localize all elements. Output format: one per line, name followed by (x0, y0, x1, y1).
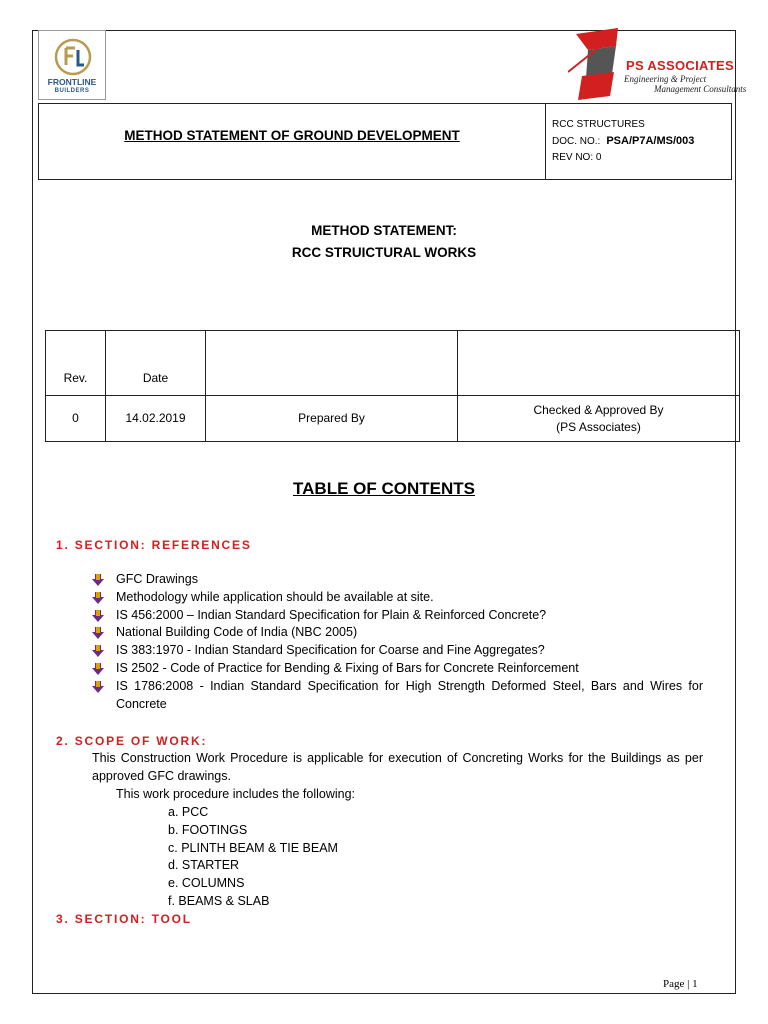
prepared-header (206, 331, 458, 396)
reference-item: GFC Drawings (92, 571, 703, 589)
frontline-name: FRONTLINE (47, 77, 97, 87)
rev-value: 0 (46, 396, 106, 442)
revision-table (45, 330, 740, 442)
arrow-down-bullet-icon (92, 574, 104, 586)
scope-items-list (168, 804, 338, 911)
frontline-logo (38, 30, 106, 100)
scope-item: e. COLUMNS (168, 876, 245, 891)
arrow-down-bullet-icon (92, 681, 104, 693)
section-references-heading: 1. SECTION: REFERENCES (56, 538, 252, 552)
reference-item: National Building Code of India (NBC 2005) (92, 624, 703, 642)
rev-header: Rev. (46, 331, 106, 396)
revision-header-row (46, 331, 740, 396)
scope-item: d. STARTER (168, 858, 240, 873)
frontline-sub: BUILDERS (54, 88, 90, 94)
scope-item: f. BEAMS & SLAB (168, 893, 270, 908)
revision-row (46, 396, 740, 442)
header-meta (552, 117, 694, 166)
checked-approved-by (458, 396, 740, 442)
doc-number-row (552, 133, 694, 150)
date-header: Date (106, 331, 206, 396)
ps-associates-tagline (624, 74, 746, 94)
section-tool-heading: 3. SECTION: TOOL (56, 912, 192, 926)
main-title-line2: RCC STRUICTURAL WORKS (291, 245, 477, 260)
checked-line1: Checked & Approved By (533, 402, 664, 417)
arrow-down-bullet-icon (92, 645, 104, 657)
section-scope-heading: 2. SCOPE OF WORK: (56, 734, 208, 748)
checked-header (458, 331, 740, 396)
arrow-down-bullet-icon (92, 610, 104, 622)
frontline-emblem-icon (53, 37, 93, 77)
scope-item: a. PCC (168, 805, 209, 819)
scope-item: c. PLINTH BEAM & TIE BEAM (168, 840, 338, 855)
date-value: 14.02.2019 (106, 396, 206, 442)
checked-line2: (PS Associates) (556, 419, 641, 434)
references-list (92, 571, 703, 713)
toc-title: TABLE OF CONTENTS (293, 479, 475, 498)
arrow-down-bullet-icon (92, 663, 104, 675)
main-title-line1: METHOD STATEMENT: (311, 223, 457, 238)
doc-category: RCC STRUCTURES (552, 119, 645, 130)
reference-item: IS 383:1970 - Indian Standard Specification for Coarse and Fine Aggregates? (92, 642, 703, 660)
scope-intro: This work procedure includes the following: (116, 787, 356, 801)
reference-item: IS 2502 - Code of Practice for Bending & Fixing of Bars for Concrete Reinforcement (92, 660, 703, 678)
ps-tagline-line1: Engineering & Project (624, 74, 707, 84)
arrow-down-bullet-icon (92, 592, 104, 604)
doc-number-label: DOC. NO.: (552, 136, 601, 147)
document-title: METHOD STATEMENT OF GROUND DEVELOPMENT (124, 128, 460, 143)
doc-revision: REV NO: 0 (552, 152, 602, 163)
scope-item: b. FOOTINGS (168, 822, 248, 837)
page-number: Page | 1 (663, 978, 698, 990)
scope-paragraph: This Construction Work Procedure is applicable for execution of Concreting Works for the Buildings as per approved GFC drawings. (92, 751, 703, 783)
reference-item: Methodology while application should be available at site. (92, 589, 703, 607)
prepared-by: Prepared By (206, 396, 458, 442)
ps-associates-name: PS ASSOCIATES (626, 58, 734, 73)
document-header (38, 103, 732, 180)
ps-tagline-line2: Management Consultants (654, 84, 747, 94)
arrow-down-bullet-icon (92, 627, 104, 639)
reference-item: IS 1786:2008 - Indian Standard Specification for High Strength Deformed Steel, Bars and Wires for Concrete (92, 678, 703, 714)
doc-number-value: PSA/P7A/MS/003 (606, 135, 695, 147)
reference-item: IS 456:2000 – Indian Standard Specification for Plain & Reinforced Concrete? (92, 607, 703, 625)
header-divider (545, 104, 546, 179)
